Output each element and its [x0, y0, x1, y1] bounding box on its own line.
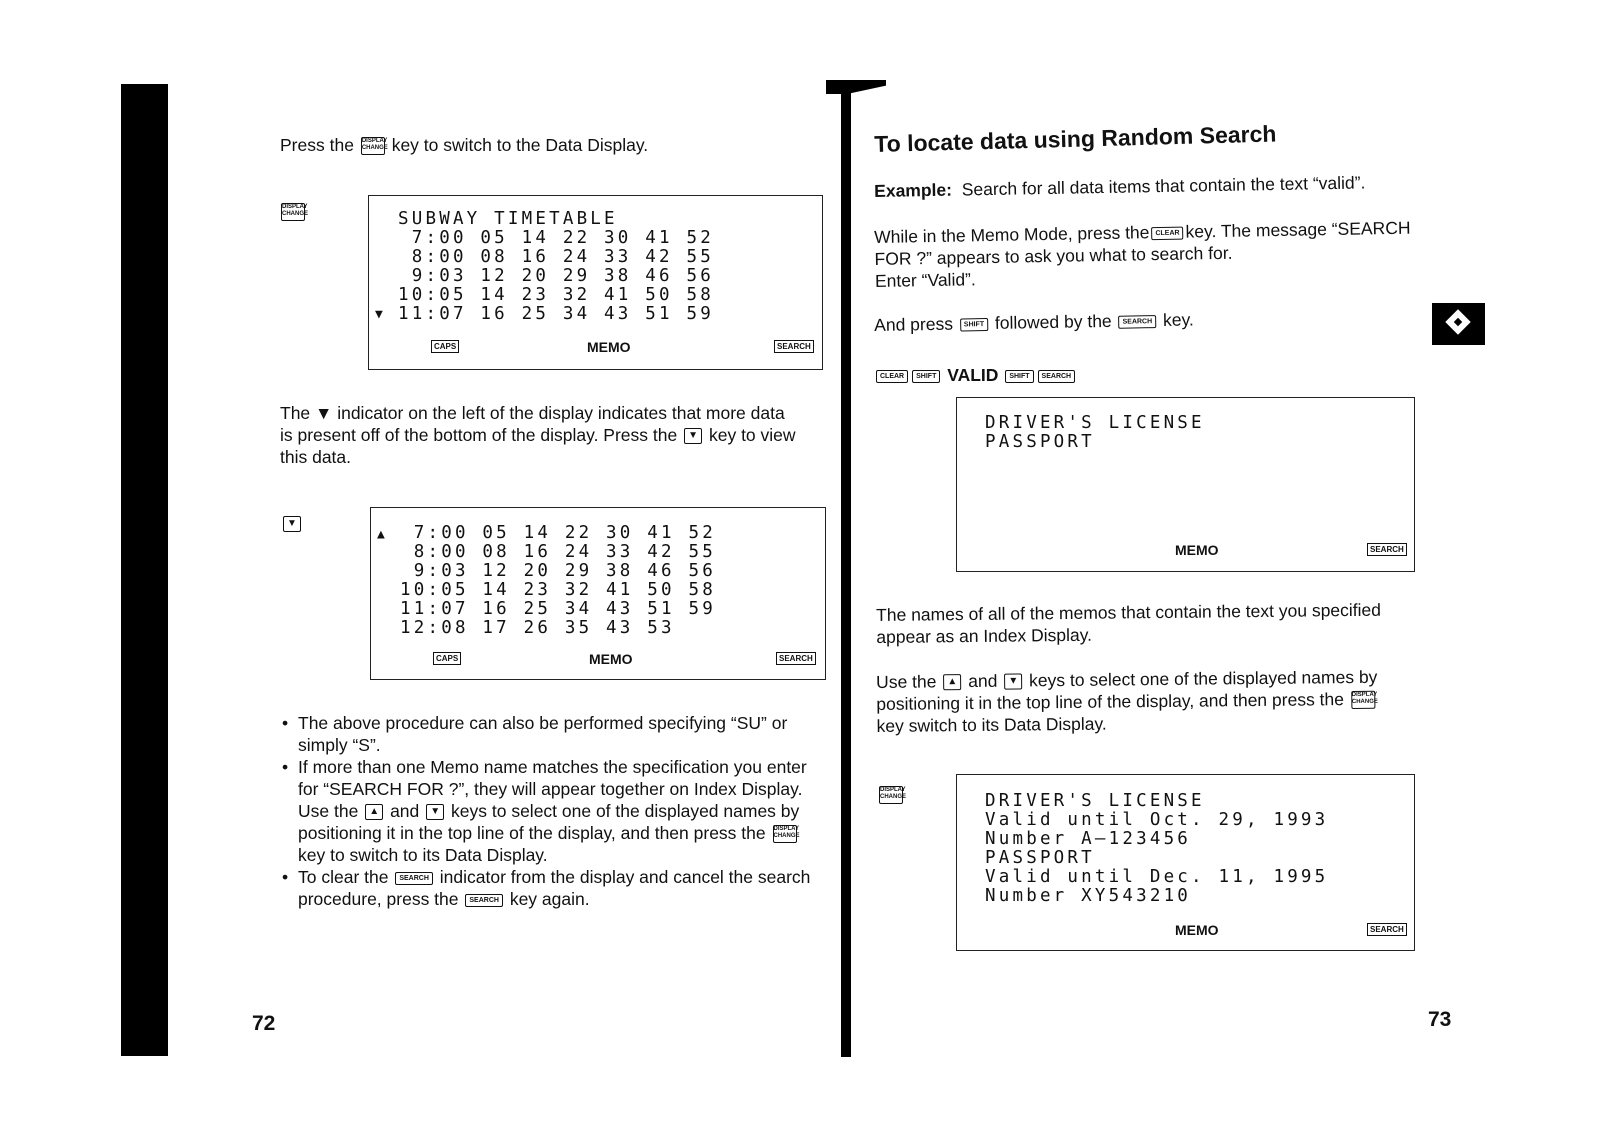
display-change-key-icon: DISPLAY CHANGE	[281, 203, 305, 221]
down-indicator-icon: ▼	[375, 307, 383, 322]
clear-key-icon: CLEAR	[876, 370, 908, 383]
caps-indicator: CAPS	[433, 652, 461, 665]
search-indicator: SEARCH	[774, 340, 814, 353]
search-key-icon: SEARCH	[1038, 370, 1076, 383]
shift-key-icon: SHIFT	[912, 370, 940, 383]
index-display-explanation: The names of all of the memos that contain the text you specified appear as an Index Display.	[876, 599, 1382, 647]
mode-label: MEMO	[589, 651, 633, 667]
shift-key-icon: SHIFT	[1005, 370, 1033, 383]
up-key-icon: ▲	[943, 674, 961, 690]
search-key-icon: SEARCH	[395, 872, 433, 885]
example-line: Example: Search for all data items that contain the text “valid”.	[874, 172, 1366, 201]
mode-label: MEMO	[1175, 922, 1219, 938]
intro-paragraph: Press the DISPLAY CHANGE key to switch to the Data Display.	[280, 135, 649, 155]
note-item: • If more than one Memo name matches the specification you enter for “SEARCH FOR ?”, they will appear together on Index Display. Use the ▲ and ▼ keys to select one of the displayed names by positioning it in the top line of the display, and then press the DISPLAY CHANGE key to switch to its Data Display.	[280, 756, 828, 866]
note-item: • To clear the SEARCH indicator from the display and cancel the search procedure, press the SEARCH key again.	[280, 866, 828, 910]
page-number-right: 73	[1428, 1008, 1452, 1031]
mode-label: MEMO	[1175, 542, 1219, 558]
search-indicator: SEARCH	[1367, 923, 1407, 936]
section-title: To locate data using Random Search	[874, 120, 1277, 157]
lcd-display-1	[368, 195, 823, 370]
notes-list	[280, 712, 828, 910]
page-number-left: 72	[252, 1012, 276, 1035]
display-change-key-icon: DISPLAY CHANGE	[773, 825, 797, 843]
select-instructions: Use the ▲ and ▼ keys to select one of the displayed names by positioning it in the top line of the display, and then press the DISPLAY CHANGE key switch to its Data Display.	[876, 666, 1378, 736]
note-item: • The above procedure can also be performed specifying “SU” or simply “S”.	[280, 712, 828, 756]
up-indicator-icon: ▲	[377, 527, 385, 542]
search-instructions: While in the Memo Mode, press the CLEAR key. The message “SEARCH FOR ?” appears to ask you what to search for. Enter “Valid”.	[874, 217, 1411, 291]
typed-text: VALID	[947, 365, 999, 385]
down-key-icon: ▼	[283, 516, 301, 532]
press-shift-search: And press SHIFT followed by the SEARCH key.	[874, 309, 1194, 335]
lcd-display-3	[956, 397, 1415, 572]
down-key-icon: ▼	[426, 804, 444, 820]
lcd-display-4	[956, 774, 1415, 951]
mode-label: MEMO	[587, 339, 631, 355]
example-label: Example:	[874, 179, 953, 201]
display-1-lines: SUBWAY TIMETABLE 7:00 05 14 22 30 41 52 8:00 08 16 24 33 42 55 9:03 12 20 29 38 46 56 10:05 14 23 32 41 50 58 11:07 16 25 34 43 51 59	[398, 209, 714, 324]
display-2-lines: 7:00 05 14 22 30 41 52 8:00 08 16 24 33 42 55 9:03 12 20 29 38 46 56 10:05 14 23 32 41 50 58 11:07 16 25 34 43 51 59 12:08 17 26 35 43 53	[400, 523, 716, 638]
search-key-icon: SEARCH	[1118, 315, 1156, 329]
display-change-key-icon: DISPLAY CHANGE	[879, 786, 903, 804]
clear-key-icon: CLEAR	[1151, 226, 1183, 240]
key-sequence	[874, 364, 1077, 386]
display-3-lines: DRIVER'S LICENSE PASSPORT	[985, 413, 1205, 452]
up-key-icon: ▲	[365, 804, 383, 820]
left-binding-bar	[121, 84, 168, 1056]
display-change-key-icon: DISPLAY CHANGE	[1351, 691, 1375, 709]
search-key-icon: SEARCH	[465, 894, 503, 907]
display-change-key-icon: DISPLAY CHANGE	[361, 137, 385, 155]
lcd-display-2	[370, 507, 826, 680]
display-4-lines: DRIVER'S LICENSE Valid until Oct. 29, 1993 Number A—123456 PASSPORT Valid until Dec. 11, 1995 Number XY543210	[985, 791, 1329, 906]
down-key-icon: ▼	[1004, 674, 1022, 690]
shift-key-icon: SHIFT	[960, 318, 988, 331]
down-key-icon: ▼	[684, 428, 702, 444]
indicator-explanation: The ▼ indicator on the left of the display indicates that more data is present off of the bottom of the display. Press the ▼ key to view this data.	[280, 403, 796, 467]
search-indicator: SEARCH	[1367, 543, 1407, 556]
spine-top	[826, 80, 886, 94]
section-tab-icon	[1432, 303, 1485, 345]
book-spine	[841, 82, 851, 1057]
caps-indicator: CAPS	[431, 340, 459, 353]
search-indicator: SEARCH	[776, 652, 816, 665]
